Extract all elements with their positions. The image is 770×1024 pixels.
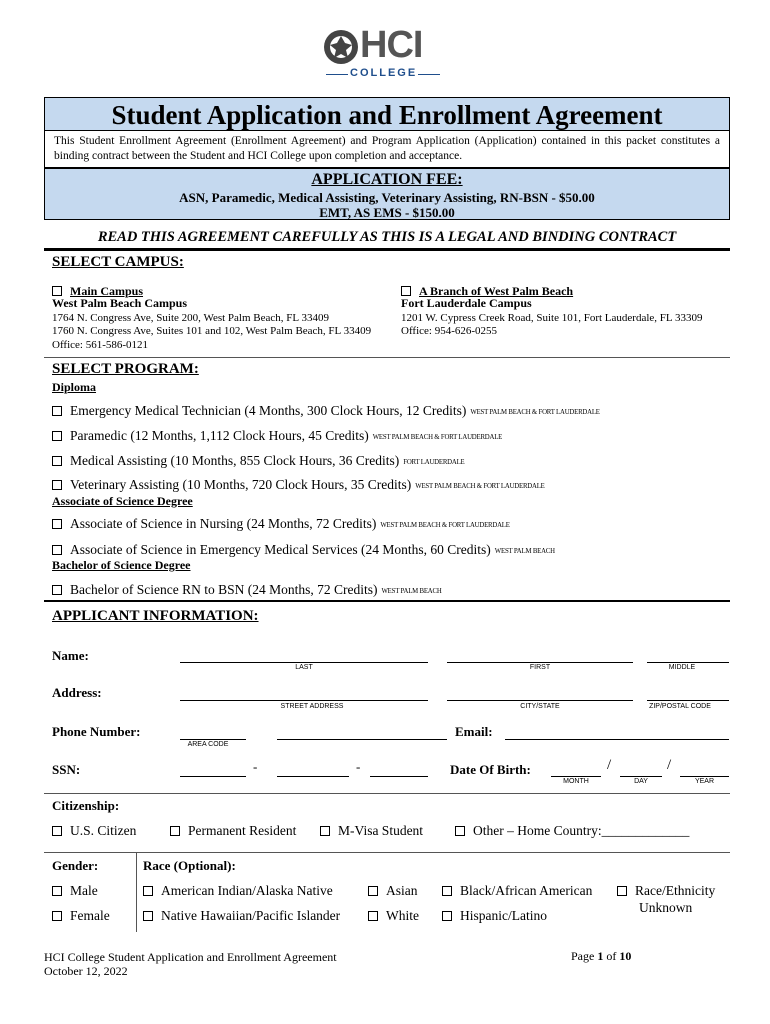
address-label: Address: [52, 685, 102, 700]
dob-day-field[interactable] [620, 776, 662, 777]
program-option-ems[interactable] [52, 542, 555, 558]
logo-rule-left [326, 74, 348, 75]
middle-name-field[interactable] [647, 662, 729, 663]
gender-race-divider [136, 852, 137, 932]
footer-page-number [571, 949, 631, 963]
program-location: WEST PALM BEACH [494, 548, 555, 555]
page-total: 10 [619, 949, 632, 963]
citizenship-label-permanent: Permanent Resident [188, 823, 297, 838]
program-option-veterinary-assisting[interactable] [52, 477, 545, 493]
citizenship-checkbox[interactable] [455, 826, 465, 836]
logo-rule-right [418, 74, 440, 75]
last-name-field[interactable] [180, 662, 428, 663]
month-caption: MONTH [563, 778, 589, 785]
branch-campus-label: A Branch of West Palm Beach [419, 284, 574, 298]
race-american-indian-option[interactable] [143, 883, 333, 899]
race-label-white: White [386, 908, 419, 923]
ssn-part-3-field[interactable] [370, 776, 428, 777]
race-label: Race (Optional): [143, 858, 236, 873]
citizenship-label: Citizenship: [52, 798, 120, 813]
street-address-field[interactable] [180, 700, 428, 701]
race-checkbox[interactable] [368, 886, 378, 896]
phone-field[interactable] [277, 739, 447, 740]
main-campus-checkbox[interactable] [52, 286, 62, 296]
citizenship-us-option[interactable] [52, 823, 136, 839]
email-label: Email: [455, 724, 493, 739]
divider [44, 852, 730, 853]
city-state-caption: CITY/STATE [520, 703, 560, 710]
email-field[interactable] [505, 739, 729, 740]
program-checkbox[interactable] [52, 480, 62, 490]
shield-seal-icon [322, 28, 360, 66]
fee-line-2: EMT, AS EMS - $150.00 [319, 205, 455, 220]
race-label-hispanic: Hispanic/Latino [460, 908, 547, 923]
fee-line-1: ASN, Paramedic, Medical Assisting, Veterinary Assisting, RN-BSN - $50.00 [179, 190, 595, 205]
campus-heading: SELECT CAMPUS: [52, 254, 184, 270]
program-location: WEST PALM BEACH & FORT LAUDERDALE [372, 434, 503, 441]
program-checkbox[interactable] [52, 456, 62, 466]
race-checkbox[interactable] [442, 886, 452, 896]
race-label-native-hawaiian: Native Hawaiian/Pacific Islander [161, 908, 341, 923]
day-caption: DAY [634, 778, 648, 785]
citizenship-mvisa-option[interactable] [320, 823, 423, 839]
program-checkbox[interactable] [52, 519, 62, 529]
divider [44, 357, 730, 358]
dob-label: Date Of Birth: [450, 762, 531, 777]
main-campus-name: West Palm Beach Campus [52, 296, 187, 310]
name-label: Name: [52, 648, 89, 663]
race-hispanic-option[interactable] [442, 908, 547, 924]
race-white-option[interactable] [368, 908, 419, 924]
citizenship-checkbox[interactable] [52, 826, 62, 836]
gender-female-option[interactable] [52, 908, 110, 924]
race-label-asian: Asian [386, 883, 418, 898]
citizenship-checkbox[interactable] [170, 826, 180, 836]
page-prefix: Page [571, 949, 598, 963]
gender-checkbox[interactable] [52, 911, 62, 921]
program-label: Paramedic (12 Months, 1,112 Clock Hours, 45 Credits) [70, 428, 369, 443]
race-label-american-indian: American Indian/Alaska Native [161, 883, 333, 898]
divider [44, 600, 730, 602]
race-label-black: Black/African American [460, 883, 593, 898]
footer-date: October 12, 2022 [44, 964, 128, 978]
program-option-emt[interactable] [52, 403, 600, 419]
program-label: Bachelor of Science RN to BSN (24 Months, 72 Credits) [70, 582, 378, 597]
program-checkbox[interactable] [52, 406, 62, 416]
bachelor-subhead: Bachelor of Science Degree [52, 558, 191, 572]
city-state-field[interactable] [447, 700, 633, 701]
program-location: WEST PALM BEACH & FORT LAUDERDALE [470, 409, 600, 416]
ssn-label: SSN: [52, 762, 81, 777]
gender-label-male: Male [70, 883, 98, 898]
hci-logo [322, 26, 444, 86]
program-checkbox[interactable] [52, 545, 62, 555]
program-option-paramedic[interactable] [52, 428, 502, 444]
page-title: Student Application and Enrollment Agreement [44, 97, 730, 131]
race-checkbox[interactable] [617, 886, 627, 896]
applicant-heading: APPLICANT INFORMATION: [52, 608, 259, 624]
main-campus-label: Main Campus [70, 284, 144, 298]
branch-campus-name: Fort Lauderdale Campus [401, 296, 532, 310]
program-location: WEST PALM BEACH & FORT LAUDERDALE [380, 522, 510, 529]
footer-doc-title: HCI College Student Application and Enrollment Agreement [44, 950, 337, 964]
page-current: 1 [597, 949, 604, 963]
program-checkbox[interactable] [52, 431, 62, 441]
diploma-subhead: Diploma [52, 380, 97, 394]
main-campus-address-2: 1760 N. Congress Ave, Suites 101 and 102, West Palm Beach, FL 33409 [52, 325, 372, 337]
program-label: Associate of Science in Emergency Medical Services (24 Months, 60 Credits) [70, 542, 491, 557]
race-unknown-option[interactable] [617, 883, 715, 899]
phone-label: Phone Number: [52, 724, 141, 739]
ssn-dash-2: - [356, 759, 361, 774]
middle-caption: MIDDLE [668, 664, 696, 671]
citizenship-permanent-option[interactable] [170, 823, 296, 839]
page-of: of [603, 949, 620, 963]
street-caption: STREET ADDRESS [280, 703, 344, 710]
race-native-hawaiian-option[interactable] [143, 908, 340, 924]
program-checkbox[interactable] [52, 585, 62, 595]
area-code-field[interactable] [180, 739, 246, 740]
contract-notice: READ THIS AGREEMENT CAREFULLY AS THIS IS A LEGAL AND BINDING CONTRACT [97, 229, 677, 245]
citizenship-label-other: Other – Home Country:_____________ [473, 823, 690, 838]
program-label: Medical Assisting (10 Months, 855 Clock Hours, 36 Credits) [70, 453, 400, 468]
branch-campus-phone: Office: 954-626-0255 [401, 325, 498, 337]
program-location: FORT LAUDERDALE [403, 459, 465, 466]
application-fee-box [44, 168, 730, 220]
program-option-nursing[interactable] [52, 516, 510, 532]
gender-label: Gender: [52, 858, 99, 873]
logo-subtext: COLLEGE [350, 67, 418, 79]
logo-text: HCI [360, 24, 423, 66]
citizenship-checkbox[interactable] [320, 826, 330, 836]
ssn-dash-1: - [253, 759, 258, 774]
main-campus-phone: Office: 561-586-0121 [52, 339, 149, 351]
citizenship-label-mvisa: M-Visa Student [338, 823, 424, 838]
program-location: WEST PALM BEACH & FORT LAUDERDALE [415, 483, 545, 490]
first-caption: FIRST [529, 664, 551, 671]
citizenship-other-option[interactable] [455, 823, 689, 839]
area-code-caption: AREA CODE [187, 741, 229, 748]
first-name-field[interactable] [447, 662, 633, 663]
divider [44, 793, 730, 794]
zip-field[interactable] [647, 700, 729, 701]
dob-slash-1: / [607, 757, 612, 773]
dob-month-field[interactable] [551, 776, 601, 777]
divider [44, 248, 730, 251]
gender-label-female: Female [70, 908, 110, 923]
race-checkbox[interactable] [143, 911, 153, 921]
branch-campus-checkbox[interactable] [401, 286, 411, 296]
program-option-rn-bsn[interactable] [52, 582, 442, 598]
associate-subhead: Associate of Science Degree [52, 494, 193, 508]
race-checkbox[interactable] [143, 886, 153, 896]
race-asian-option[interactable] [368, 883, 418, 899]
ssn-part-1-field[interactable] [180, 776, 246, 777]
ssn-part-2-field[interactable] [277, 776, 349, 777]
program-option-medical-assisting[interactable] [52, 453, 464, 469]
intro-text: This Student Enrollment Agreement (Enrollment Agreement) and Program Application (Application) contained in this packet constitutes a binding contract between the Student and HCI College upon completion and acceptance. [44, 131, 730, 168]
fee-title: APPLICATION FEE: [311, 171, 463, 188]
gender-checkbox[interactable] [52, 886, 62, 896]
dob-year-field[interactable] [680, 776, 729, 777]
race-checkbox[interactable] [442, 911, 452, 921]
branch-campus-address: 1201 W. Cypress Creek Road, Suite 101, Fort Lauderdale, FL 33309 [401, 312, 703, 324]
race-black-option[interactable] [442, 883, 592, 899]
race-checkbox[interactable] [368, 911, 378, 921]
year-caption: YEAR [694, 778, 715, 785]
citizenship-label-us: U.S. Citizen [70, 823, 137, 838]
last-caption: LAST [295, 664, 313, 671]
program-label: Veterinary Assisting (10 Months, 720 Clock Hours, 35 Credits) [70, 477, 412, 492]
program-label: Associate of Science in Nursing (24 Months, 72 Credits) [70, 516, 377, 531]
dob-slash-2: / [667, 757, 672, 773]
race-label-unknown-2: Unknown [639, 900, 693, 915]
zip-caption: ZIP/POSTAL CODE [649, 703, 711, 710]
gender-male-option[interactable] [52, 883, 98, 899]
program-heading: SELECT PROGRAM: [52, 361, 199, 377]
program-label: Emergency Medical Technician (4 Months, 300 Clock Hours, 12 Credits) [70, 403, 467, 418]
main-campus-address-1: 1764 N. Congress Ave, Suite 200, West Palm Beach, FL 33409 [52, 312, 329, 324]
race-label-unknown-1: Race/Ethnicity [635, 883, 716, 898]
program-location: WEST PALM BEACH [381, 588, 442, 595]
